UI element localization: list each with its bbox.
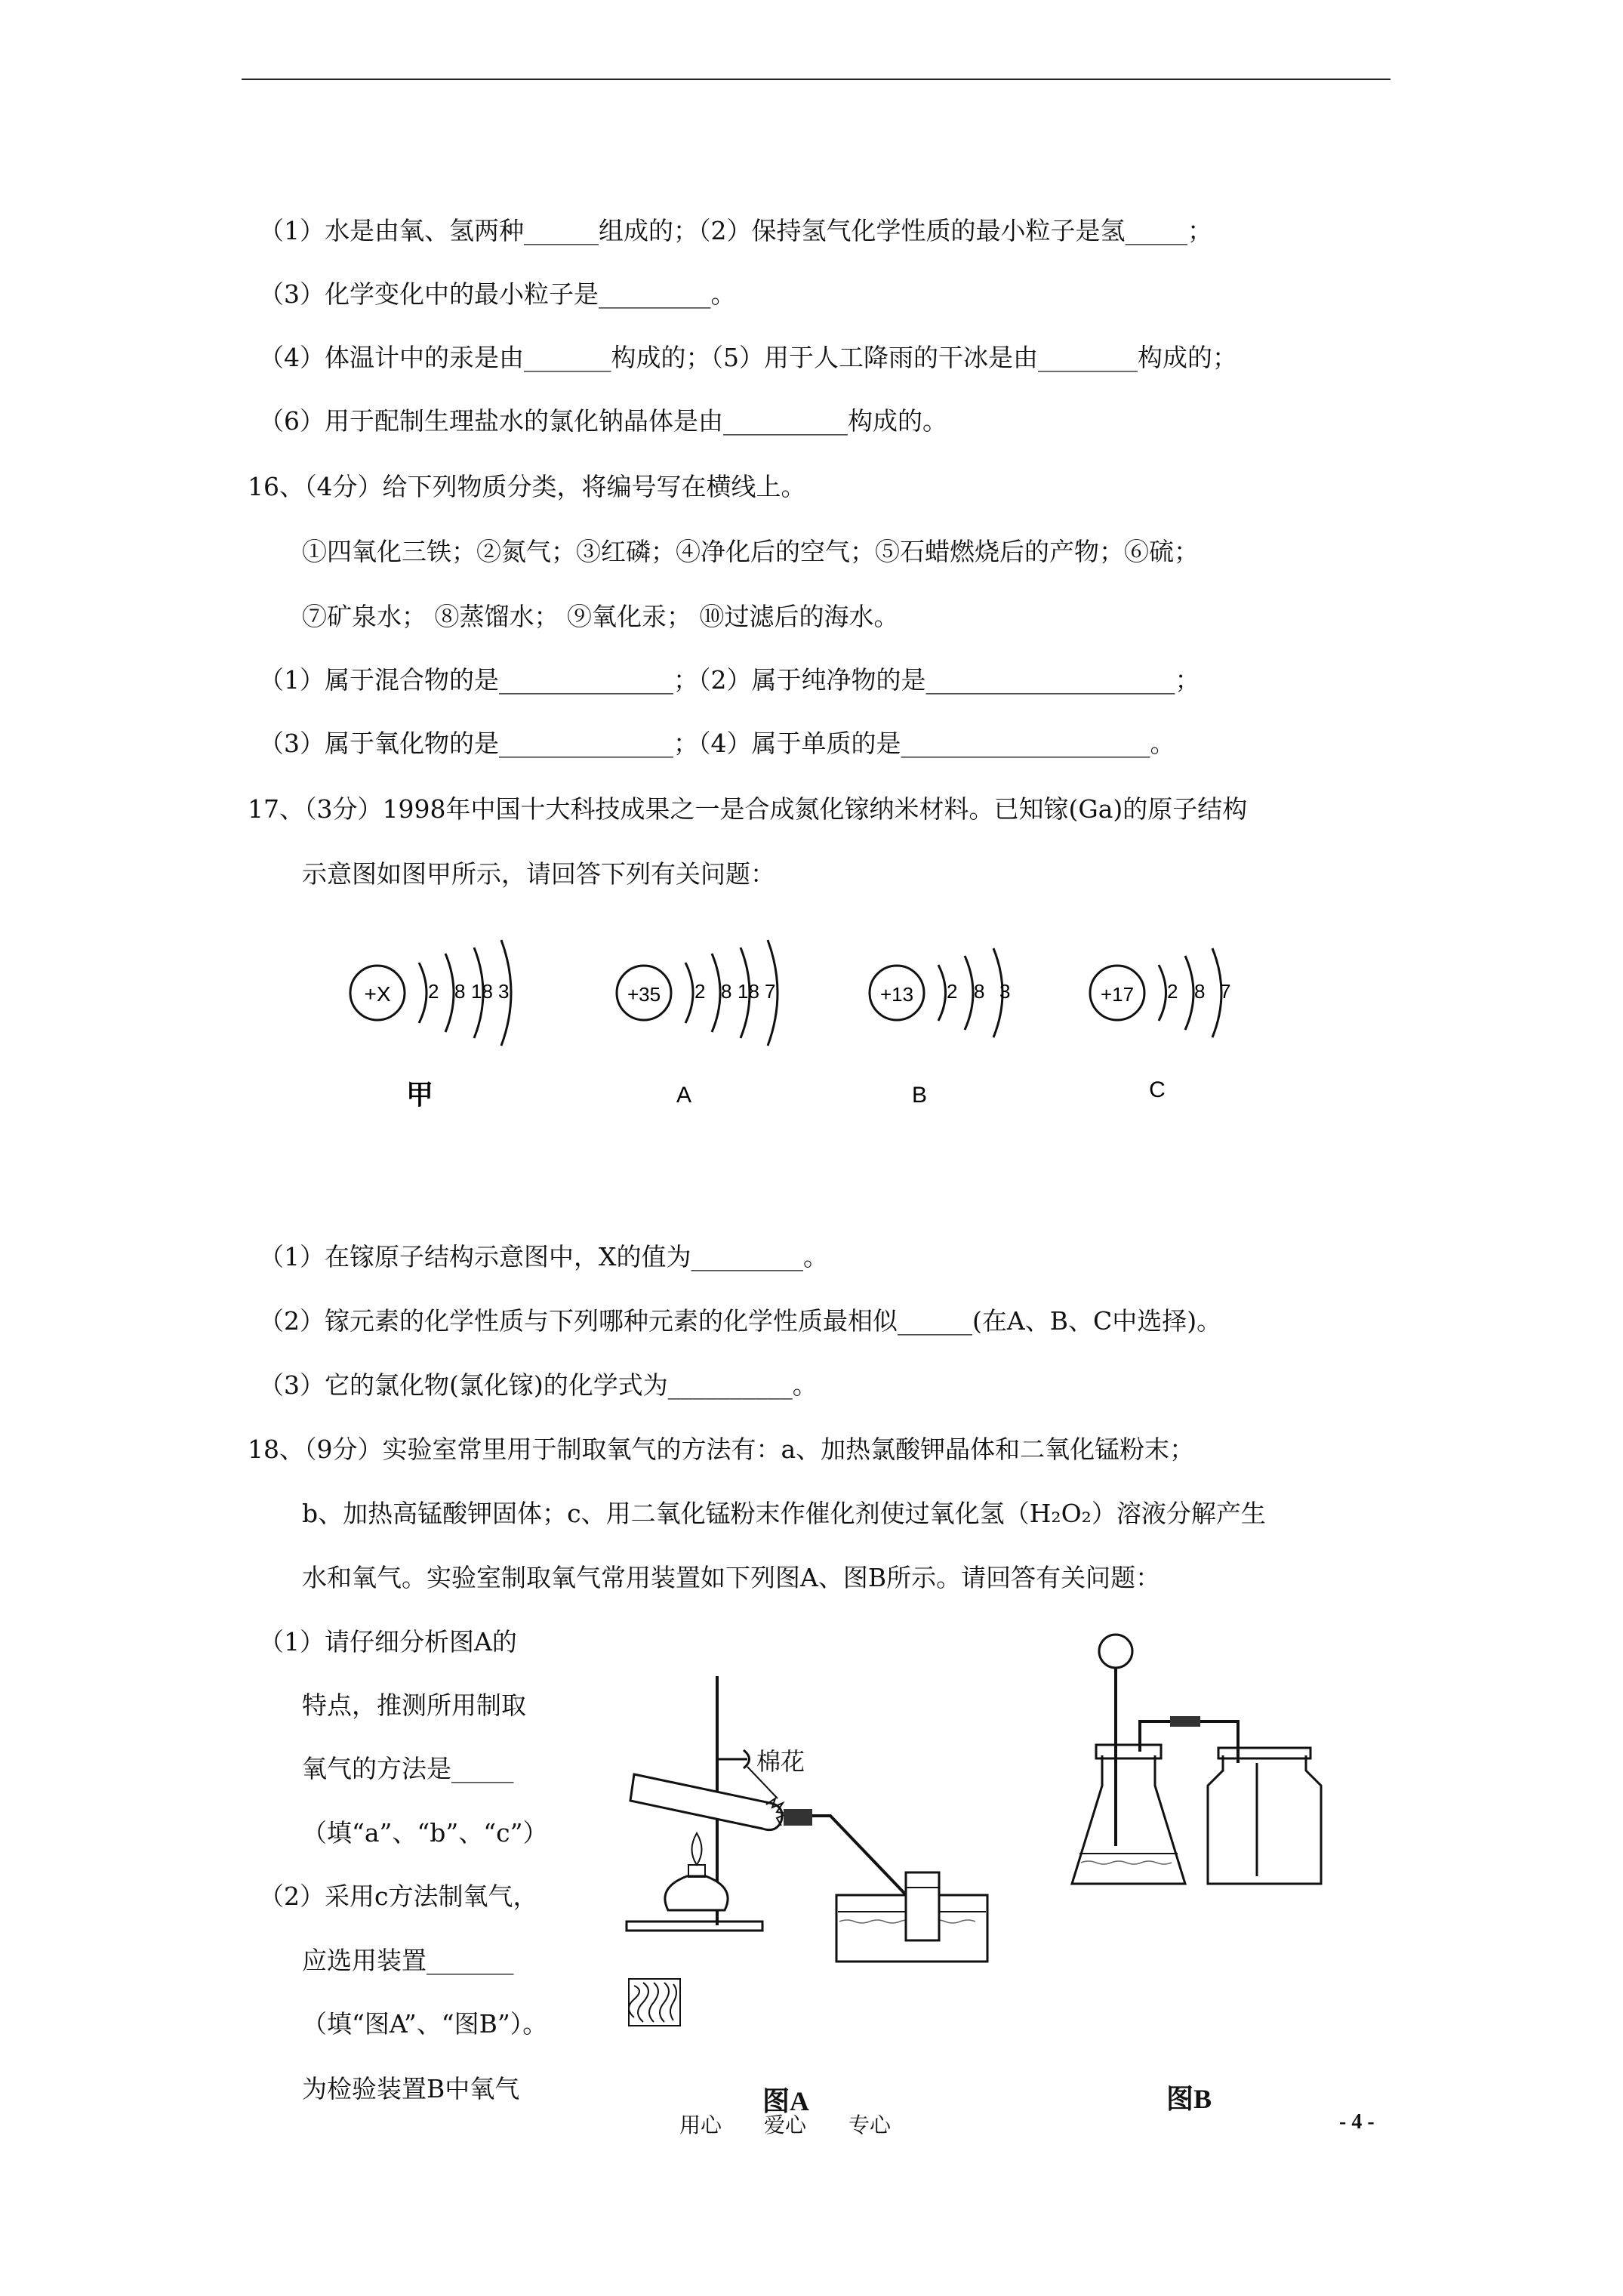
atom-b-label: B xyxy=(911,1083,928,1108)
figure-a-caption: 图A xyxy=(762,2086,809,2116)
atom-b-shell-1: 2 xyxy=(947,980,958,1003)
q16-items-1: ①四氧化三铁；②氮气；③红磷；④净化后的空气；⑤石蜡燃烧后的产物；⑥硫； xyxy=(302,537,1199,566)
q18-part1-line-3: 氧气的方法是_____ xyxy=(302,1754,514,1783)
q17-part-3: （3）它的氯化物(氯化镓)的化学式为__________。 xyxy=(259,1370,818,1400)
atom-jia-shell-2: 8 xyxy=(454,980,466,1003)
atom-b-shell-2: 8 xyxy=(974,980,985,1003)
atom-jia-shell-4: 3 xyxy=(498,980,510,1003)
atom-c-shell-3: 7 xyxy=(1220,980,1231,1003)
footer-motto-1: 用心 xyxy=(679,2113,722,2137)
atom-c-label: C xyxy=(1149,1077,1166,1102)
q15-line-1: （1）水是由氧、氢两种______组成的；（2）保持氢气化学性质的最小粒子是氢_____； xyxy=(259,216,1212,245)
q18-line-3: 水和氧气。实验室制取氧气常用装置如下列图A、图B所示。请回答有关问题： xyxy=(302,1563,1161,1592)
atom-c xyxy=(1090,948,1230,1102)
atom-a-shell-3: 18 xyxy=(738,980,759,1003)
atom-jia-shell-1: 2 xyxy=(428,980,439,1003)
atom-a-label: A xyxy=(676,1083,692,1108)
atom-a-shell-2: 8 xyxy=(721,980,732,1003)
q18-part2-line-4: 为检验装置B中氧气 xyxy=(302,2074,520,2103)
apparatus-b xyxy=(1072,1627,1344,1899)
q18-title: 18、（9分）实验室常里用于制取氧气的方法有：a、加热氯酸钾晶体和二氧化锰粉末； xyxy=(248,1435,1195,1464)
q18-part1-line-4: （填“a”、“b”、“c”） xyxy=(302,1818,548,1848)
apparatus-a xyxy=(596,1661,1004,1978)
figure-b-caption: 图B xyxy=(1166,2084,1212,2114)
footer-motto-2: 爱心 xyxy=(764,2113,807,2137)
atom-b xyxy=(870,948,1010,1108)
q16-part-1: （1）属于混合物的是______________；（2）属于纯净物的是____________________； xyxy=(259,665,1200,695)
q18-part2-line-1: （2）采用c方法制氧气， xyxy=(259,1881,538,1911)
q16-part-2: （3）属于氧化物的是______________；（4）属于单质的是____________________。 xyxy=(259,729,1175,758)
atom-b-nucleus: +13 xyxy=(879,983,914,1006)
atom-jia xyxy=(350,940,511,1111)
atom-c-shell-1: 2 xyxy=(1167,980,1178,1003)
q15-line-3: （4）体温计中的汞是由_______构成的；（5）用于人工降雨的干冰是由________构成的； xyxy=(259,343,1237,372)
atom-c-nucleus: +17 xyxy=(1100,983,1135,1006)
q15-line-4: （6）用于配制生理盐水的氯化钠晶体是由__________构成的。 xyxy=(259,406,947,436)
atom-jia-shell-3: 18 xyxy=(471,980,493,1003)
q17-part-2: （2）镓元素的化学性质与下列哪种元素的化学性质最相似______(在A、B、C中选择)。 xyxy=(259,1306,1222,1336)
page-number: - 4 - xyxy=(1339,2110,1375,2134)
atom-a-nucleus: +35 xyxy=(627,983,661,1006)
q18-line-2: b、加热高锰酸钾固体；c、用二氧化锰粉末作催化剂使过氧化氢（H₂O₂）溶液分解产生 xyxy=(302,1499,1266,1528)
q18-part1-line-2: 特点，推测所用制取 xyxy=(302,1690,526,1720)
cotton-label: 棉花 xyxy=(756,1747,805,1776)
q16-items-2: ⑦矿泉水； ⑧蒸馏水； ⑨氧化汞； ⑩过滤后的海水。 xyxy=(302,602,899,631)
footer-motto-3: 专心 xyxy=(848,2113,892,2137)
q16-title: 16、（4分）给下列物质分类，将编号写在横线上。 xyxy=(248,472,806,501)
q17-part-1: （1）在镓原子结构示意图中，X的值为_________。 xyxy=(259,1242,828,1271)
q18-part2-line-2: 应选用装置_______ xyxy=(302,1946,514,1975)
atom-jia-label: 甲 xyxy=(405,1079,434,1111)
atom-a xyxy=(617,940,778,1108)
atom-jia-nucleus: +X xyxy=(364,982,391,1006)
atom-a-shell-4: 7 xyxy=(765,980,776,1003)
wood-block-image xyxy=(628,1978,682,2028)
atom-c-shell-2: 8 xyxy=(1194,980,1206,1003)
q15-line-2: （3）化学变化中的最小粒子是_________。 xyxy=(259,279,736,309)
atom-a-shell-1: 2 xyxy=(694,980,706,1003)
atom-b-shell-3: 3 xyxy=(999,980,1011,1003)
q18-part1-line-1: （1）请仔细分析图A的 xyxy=(259,1627,517,1657)
q17-title: 17、（3分）1998年中国十大科技成果之一是合成氮化镓纳米材料。已知镓(Ga)的原子结构 xyxy=(248,794,1248,824)
q17-intro: 示意图如图甲所示，请回答下列有关问题： xyxy=(302,859,775,889)
q18-part2-line-3: （填“图A”、“图B”）。 xyxy=(302,2009,548,2039)
